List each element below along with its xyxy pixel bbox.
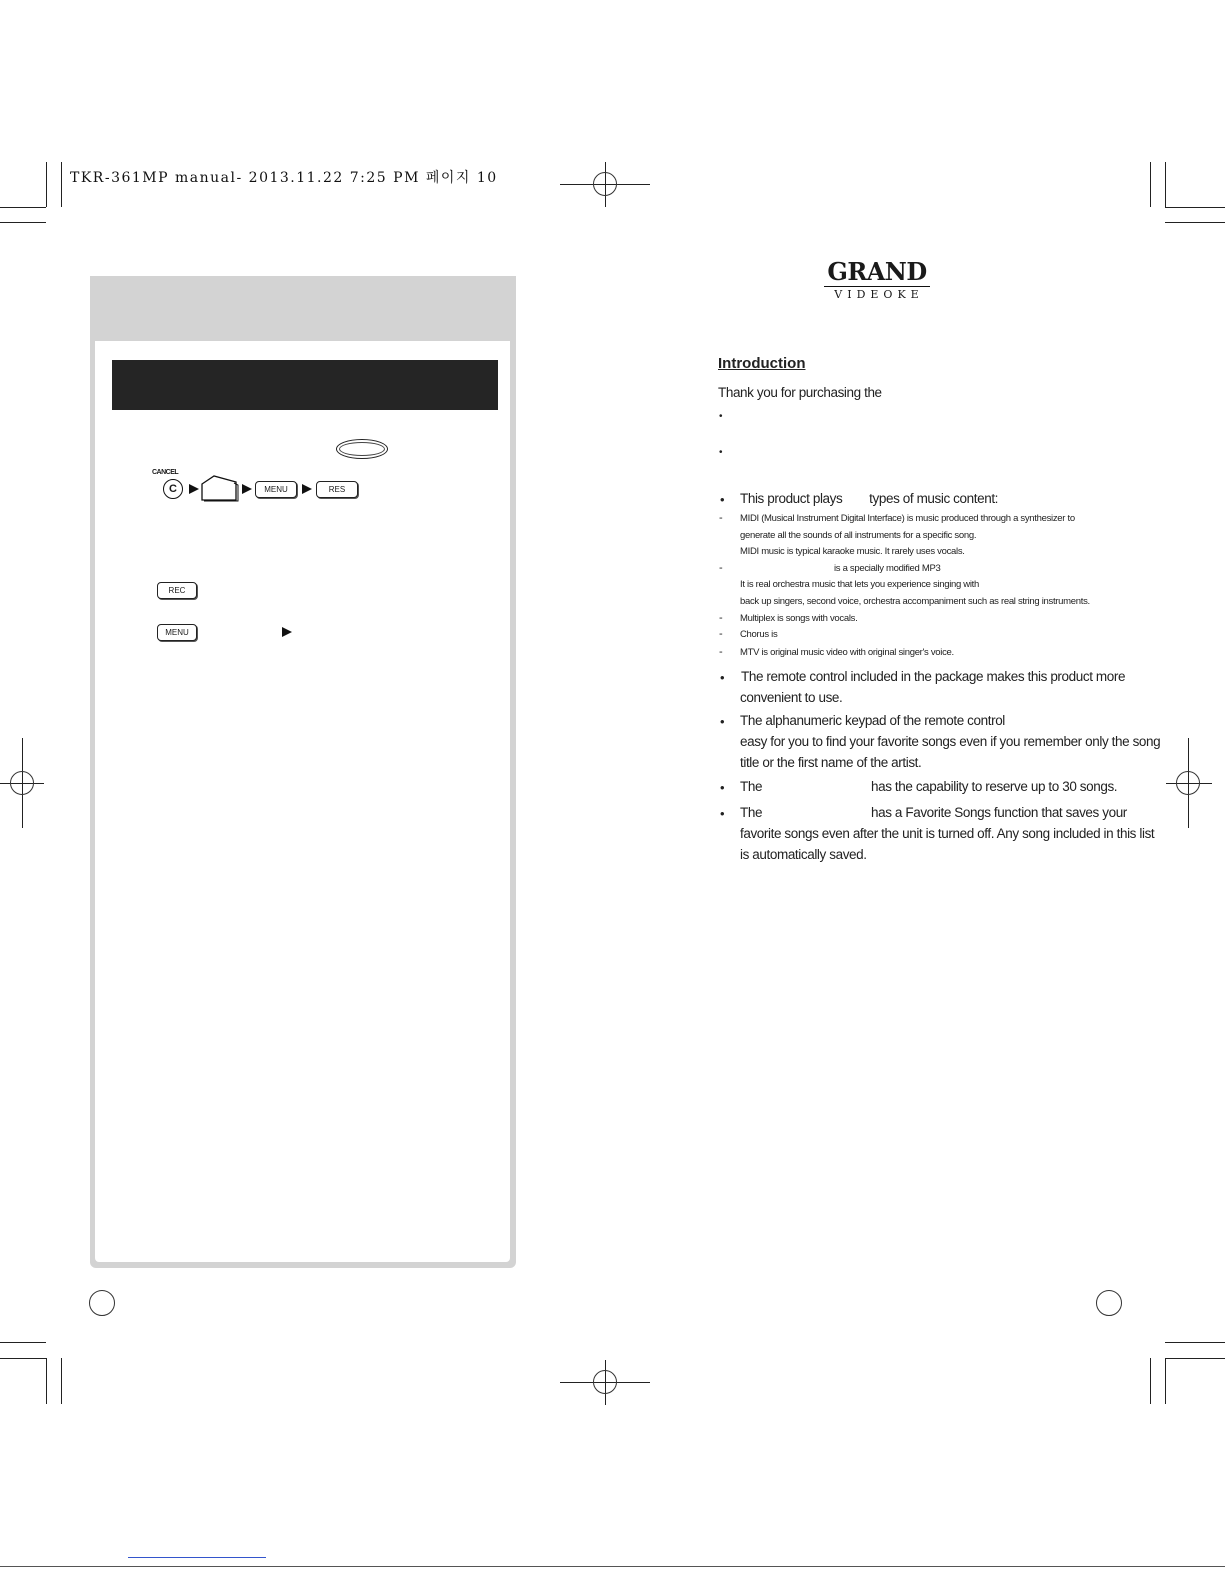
crop-mark xyxy=(1165,207,1225,208)
dash: - xyxy=(719,562,723,574)
sub-item: Multiplex is songs with vocals. xyxy=(740,613,858,624)
arrow-icon xyxy=(302,484,312,494)
crop-mark xyxy=(1165,162,1166,207)
sub-item: It is real orchestra music that lets you experience singing with xyxy=(740,579,980,590)
fav-the: The xyxy=(740,805,763,820)
crop-mark xyxy=(1165,222,1225,223)
crop-mark xyxy=(61,1358,62,1404)
keypad-line-3: title or the first name of the artist. xyxy=(740,755,922,770)
cancel-key-icon xyxy=(163,479,183,499)
sub-item: Chorus is xyxy=(740,629,778,640)
menu-key-2: MENU xyxy=(157,624,197,641)
crop-mark xyxy=(1165,1358,1225,1359)
reserve-line: has the capability to reserve up to 30 songs. xyxy=(871,779,1118,794)
intro-thanks: Thank you for purchasing the xyxy=(718,385,882,400)
bottom-link-underline xyxy=(128,1557,266,1558)
crop-mark xyxy=(1150,1358,1151,1404)
oval-key-inner xyxy=(339,442,385,456)
sub-item: MTV is original music video with original singer's voice. xyxy=(740,647,954,658)
fav-line-2: favorite songs even after the unit is turned off. Any song included in this list xyxy=(740,826,1155,841)
bullet: • xyxy=(720,806,725,821)
menu-key: MENU xyxy=(255,481,297,498)
types-line: This product plays types of music content: xyxy=(740,491,999,506)
crop-mark xyxy=(0,222,46,223)
sub-item: generate all the sounds of all instruments for a specific song. xyxy=(740,530,977,541)
sub-item: is a specially modified MP3 xyxy=(834,563,941,574)
crop-mark xyxy=(0,207,46,208)
bottom-rule xyxy=(0,1566,1225,1567)
sub-item: MIDI (Musical Instrument Digital Interface) is music produced through a synthesizer to xyxy=(740,513,1075,524)
bullet-dot: • xyxy=(719,411,723,422)
c-key-label: C xyxy=(169,483,177,495)
remote-line-2: convenient to use. xyxy=(740,690,843,705)
fav-line-1: has a Favorite Songs function that saves your xyxy=(871,805,1127,820)
arrow-icon xyxy=(282,627,292,637)
reserve-the: The xyxy=(740,779,763,794)
crop-mark xyxy=(1150,162,1151,207)
logo-grand: GRAND xyxy=(827,257,927,286)
arrow-icon xyxy=(242,484,252,494)
arrow-icon xyxy=(189,484,199,494)
sub-item: MIDI music is typical karaoke music. It rarely uses vocals. xyxy=(740,546,965,557)
intro-heading: Introduction xyxy=(718,355,806,372)
rec-key: REC xyxy=(157,582,197,599)
page-circle-right xyxy=(1096,1290,1122,1316)
panel-body xyxy=(95,341,510,1262)
remote-line-1: The remote control included in the package makes this product more xyxy=(741,669,1126,684)
crop-mark xyxy=(1165,1342,1225,1343)
keypad-line-2: easy for you to find your favorite songs even if you remember only the song xyxy=(740,734,1161,749)
house-key-icon xyxy=(200,474,240,502)
bullet: • xyxy=(720,492,725,507)
page-circle-left xyxy=(89,1290,115,1316)
bullet: • xyxy=(720,780,725,795)
dash: - xyxy=(719,628,723,640)
panel-title-bar xyxy=(112,360,498,410)
crop-mark xyxy=(0,1342,46,1343)
dash: - xyxy=(719,612,723,624)
crop-mark xyxy=(46,162,47,207)
bullet-dot: • xyxy=(719,447,723,458)
grand-videoke-logo xyxy=(822,258,932,302)
fav-line-3: is automatically saved. xyxy=(740,847,867,862)
logo-videoke: VIDEOKE xyxy=(834,288,924,301)
crop-mark xyxy=(61,162,62,207)
dash: - xyxy=(719,512,723,524)
keypad-line-1: The alphanumeric keypad of the remote control xyxy=(740,713,1005,728)
sub-item: back up singers, second voice, orchestra accompaniment such as real string instruments. xyxy=(740,596,1090,607)
cancel-label: CANCEL xyxy=(152,469,179,476)
res-key: RES xyxy=(316,481,358,498)
crop-mark xyxy=(1165,1358,1166,1404)
print-info: TKR-361MP manual- 2013.11.22 7:25 PM 페이지 10 xyxy=(70,170,498,186)
crop-mark xyxy=(46,1358,47,1404)
dash: - xyxy=(719,646,723,658)
bullet: • xyxy=(720,714,725,729)
bullet: • xyxy=(720,670,725,685)
crop-mark xyxy=(0,1358,46,1359)
